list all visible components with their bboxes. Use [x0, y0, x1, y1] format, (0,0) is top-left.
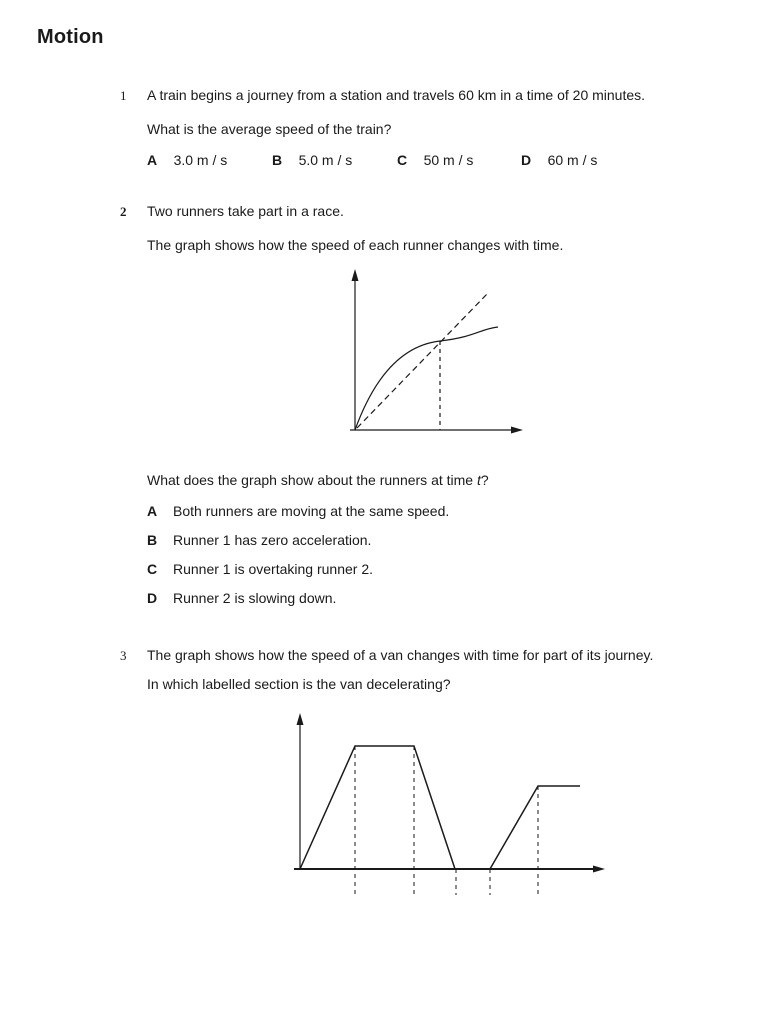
page-title: Motion — [37, 26, 104, 48]
option-text: Runner 1 has zero acceleration. — [173, 532, 372, 548]
question-1-question: What is the average speed of the train? — [147, 121, 392, 137]
y-axis-arrowhead — [297, 713, 304, 725]
option-letter: A — [147, 503, 158, 519]
question-3-number: 3 — [120, 648, 127, 663]
option-text: 50 m / s — [423, 152, 474, 168]
option-text: Runner 2 is slowing down. — [173, 590, 337, 606]
question-2-option-a — [147, 503, 450, 521]
time-variable: t — [476, 472, 481, 488]
question-2-question — [147, 472, 489, 488]
question-1-option-c — [397, 152, 473, 170]
option-letter: A — [147, 152, 158, 168]
question-1-number: 1 — [120, 88, 127, 103]
option-letter: D — [147, 590, 158, 606]
question-1-option-a — [147, 152, 227, 170]
question-mark: ? — [480, 472, 489, 488]
runner-1-curve — [355, 327, 498, 430]
option-letter: B — [272, 152, 283, 168]
van-speed-line — [300, 746, 580, 869]
question-1-option-b — [272, 152, 352, 170]
option-letter: B — [147, 532, 158, 548]
question-2-intro: The graph shows how the speed of each runner changes with time. — [147, 237, 564, 253]
question-2-option-c — [147, 561, 373, 579]
option-text: 5.0 m / s — [298, 152, 353, 168]
y-axis-arrowhead — [352, 269, 359, 281]
option-text: 3.0 m / s — [173, 152, 228, 168]
question-2-option-d — [147, 590, 337, 608]
option-text: Both runners are moving at the same speed. — [173, 503, 450, 519]
runner-2-dashed-line — [357, 293, 488, 428]
option-text: Runner 1 is overtaking runner 2. — [173, 561, 373, 577]
option-letter: C — [147, 561, 158, 577]
x-axis-arrowhead — [593, 866, 605, 873]
option-letter: D — [521, 152, 532, 168]
option-text: 60 m / s — [547, 152, 598, 168]
question-2-stem: Two runners take part in a race. — [147, 203, 344, 219]
question-2-question-text: What does the graph show about the runners at time — [147, 472, 477, 488]
question-1-stem: A train begins a journey from a station and travels 60 km in a time of 20 minutes. — [147, 87, 646, 103]
question-1-option-d — [521, 152, 597, 170]
question-3-stem: The graph shows how the speed of a van changes with time for part of its journey. — [147, 647, 654, 663]
option-letter: C — [397, 152, 408, 168]
question-2-number: 2 — [120, 204, 127, 219]
question-2-option-b — [147, 532, 372, 550]
x-axis-arrowhead — [511, 427, 523, 434]
question-3-question: In which labelled section is the van decelerating? — [147, 676, 451, 692]
